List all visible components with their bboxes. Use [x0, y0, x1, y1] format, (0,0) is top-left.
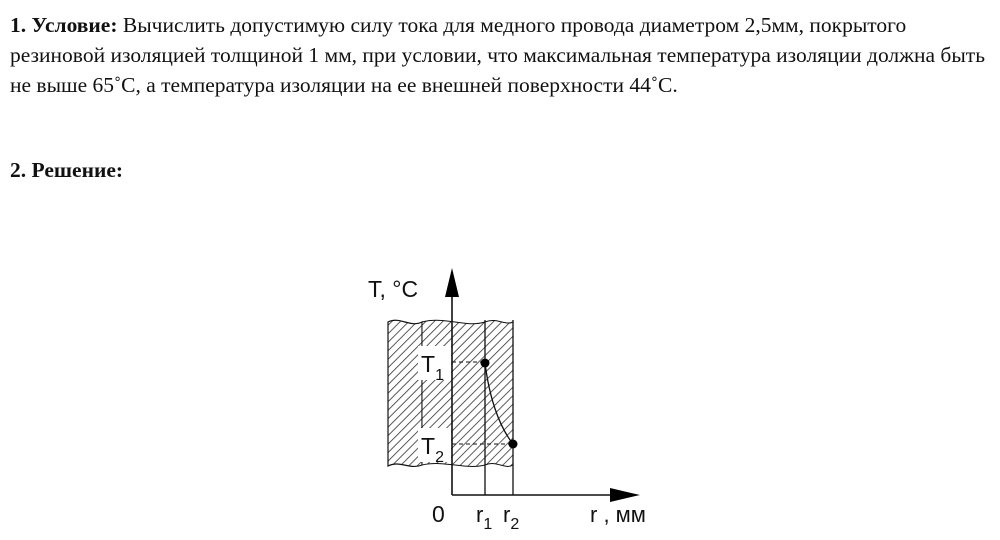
r2-label: $r_2$ [503, 502, 520, 533]
conductor-hatch [388, 320, 422, 466]
t2-label: $T_2$ [421, 433, 444, 466]
r1-label: $r_1$ [476, 502, 493, 533]
x-axis-arrow [610, 488, 640, 502]
problem-label: 1. Условие: [10, 13, 118, 37]
t1-point [481, 359, 490, 368]
t2-point [509, 440, 518, 449]
y-axis-label: T, °C [368, 276, 419, 302]
problem-text: Вычислить допустимую силу тока для медного провода диаметром 2,5мм, покрытого резиновой изоляцией толщиной 1 мм, при условии, что максимальная температура изоляции должна быть не выше 65˚C, а температура изоляции на ее внешней поверхности 44˚C. [10, 13, 986, 97]
x-axis-label: r , мм [590, 502, 646, 527]
origin-label: 0 [432, 501, 445, 527]
y-axis-arrow [445, 268, 459, 297]
t1-label: $T_1$ [421, 351, 444, 384]
solution-heading: 2. Решение: [10, 158, 124, 182]
